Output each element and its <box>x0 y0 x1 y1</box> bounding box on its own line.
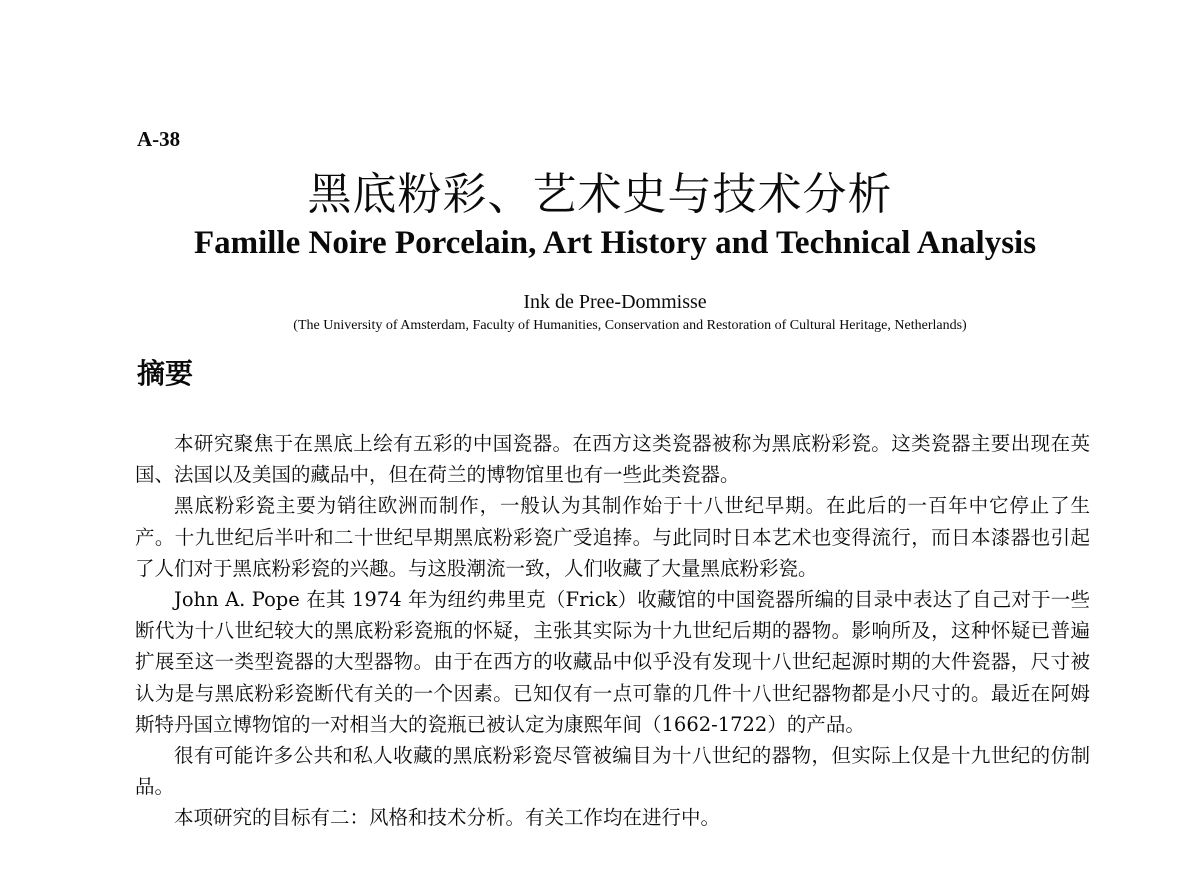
title-english: Famille Noire Porcelain, Art History and Technical Analysis <box>193 225 1037 261</box>
abstract-paragraph: 黑底粉彩瓷主要为销往欧洲而制作，一般认为其制作始于十八世纪早期。在此后的一百年中它停止了生产。十九世纪后半叶和二十世纪早期黑底粉彩瓷广受追捧。与此同时日本艺术也变得流行，而日本漆器也引起了人们对于黑底粉彩瓷的兴趣。与这股潮流一致，人们收藏了大量黑底粉彩瓷。 <box>135 494 1090 580</box>
author-name: Ink de Pree-Dommisse <box>523 291 707 313</box>
abstract-paragraph: John A. Pope 在其 1974 年为纽约弗里克（Frick）收藏馆的中国瓷器所编的目录中表达了自己对于一些断代为十八世纪较大的黑底粉彩瓷瓶的怀疑，主张其实际为十九世纪后期的器物。影响所及，这种怀疑已普遍扩展至这一类型瓷器的大型器物。由于在西方的收藏品中似乎没有发现十八世纪起源时期的大件瓷器，尺寸被认为是与黑底粉彩瓷断代有关的一个因素。已知仅有一点可靠的几件十八世纪器物都是小尺寸的。最近在阿姆斯特丹国立博物馆的一对相当大的瓷瓶已被认定为康熙年间（1662-1722）的产品。 <box>135 588 1090 736</box>
author-affiliation: (The University of Amsterdam, Faculty of Humanities, Conservation and Restoration of Cultural Heritage, Netherlands) <box>293 318 967 333</box>
abstract-paragraph: 很有可能许多公共和私人收藏的黑底粉彩瓷尽管被编目为十八世纪的器物，但实际上仅是十九世纪的仿制品。 <box>135 744 1090 799</box>
paper-code: A-38 <box>137 127 181 151</box>
abstract-body <box>135 428 1090 834</box>
abstract-heading: 摘要 <box>137 357 194 390</box>
abstract-paragraph: 本项研究的目标有二：风格和技术分析。有关工作均在进行中。 <box>174 806 721 830</box>
abstract-paragraph: 本研究聚焦于在黑底上绘有五彩的中国瓷器。在西方这类瓷器被称为黑底粉彩瓷。这类瓷器主要出现在英国、法国以及美国的藏品中，但在荷兰的博物馆里也有一些此类瓷器。 <box>135 432 1090 487</box>
title-chinese: 黑底粉彩、艺术史与技术分析 <box>307 169 893 220</box>
